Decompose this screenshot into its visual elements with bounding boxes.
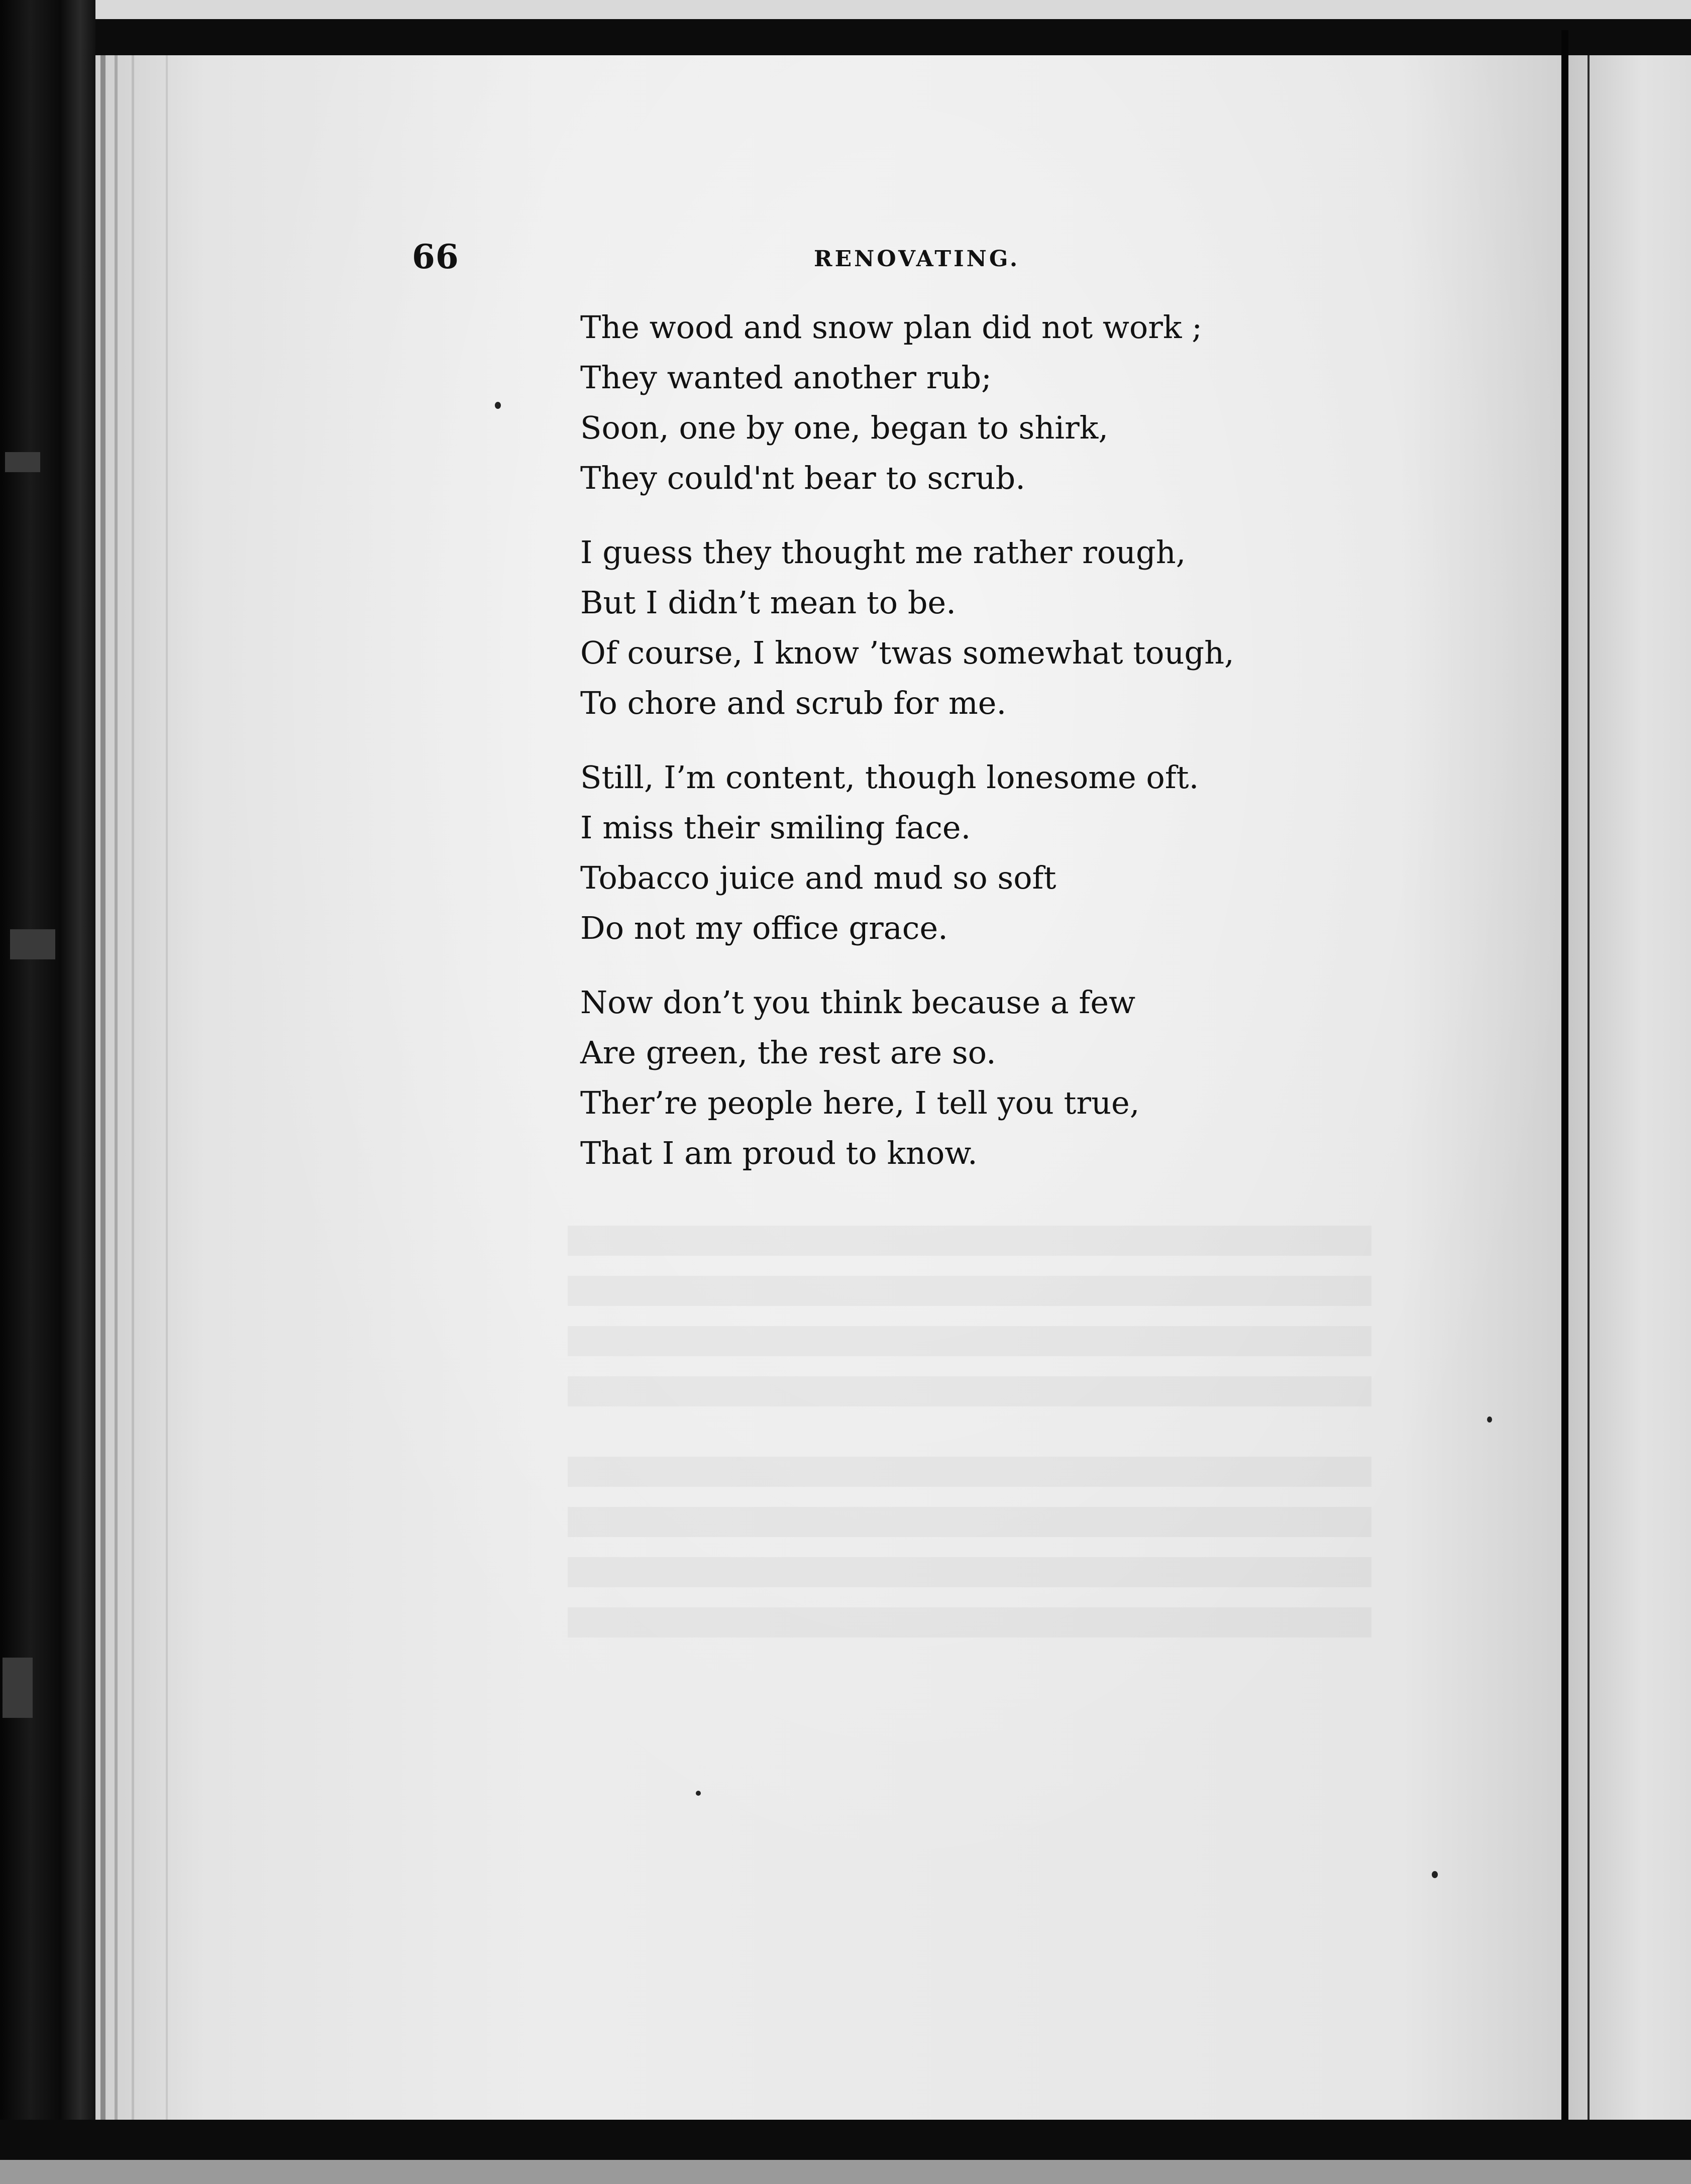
poem-line: Ther’re people here, I tell you true, (580, 1084, 1140, 1121)
adjacent-page (1568, 55, 1691, 2120)
scan-artifact (5, 452, 40, 472)
page-number: 66 (412, 237, 459, 276)
scan-border-left (0, 0, 95, 2184)
page-gutter (1561, 30, 1568, 2150)
poem-line: Still, I’m content, though lonesome oft. (580, 759, 1199, 796)
running-head: RENOVATING. (814, 246, 1020, 272)
scan-border-top-strip (0, 0, 1691, 19)
poem-line: Tobacco juice and mud so soft (580, 859, 1056, 896)
dust-speck (1487, 1416, 1492, 1423)
show-through (568, 1457, 1371, 1487)
show-through (568, 1226, 1371, 1256)
stanza (580, 977, 1384, 1178)
stanza (580, 527, 1384, 728)
page-gutter-line (1588, 55, 1590, 2120)
poem-line: Are green, the rest are so. (580, 1034, 996, 1071)
poem-line: Of course, I know ’twas somewhat tough, (580, 634, 1234, 671)
scan-artifact (3, 1658, 33, 1718)
poem-line: I miss their smiling face. (580, 809, 971, 846)
show-through (568, 1557, 1371, 1587)
show-through (568, 1376, 1371, 1406)
page-stack-edge (132, 55, 134, 2120)
poem-line: The wood and snow plan did not work ; (580, 309, 1203, 346)
dust-speck (1432, 1871, 1438, 1878)
poem-line: They could'nt bear to scrub. (580, 460, 1025, 496)
dust-speck (696, 1791, 701, 1796)
poem (580, 302, 1384, 1203)
page-stack-edge (100, 55, 105, 2120)
show-through (568, 1276, 1371, 1306)
poem-line: Do not my office grace. (580, 910, 948, 946)
show-through (568, 1326, 1371, 1356)
page-stack-edge (166, 55, 168, 2120)
poem-line: I guess they thought me rather rough, (580, 534, 1186, 571)
page-stack-edge (115, 55, 118, 2120)
scan-border-bottom-strip (0, 2160, 1691, 2184)
scan-artifact (10, 929, 55, 959)
poem-line: But I didn’t mean to be. (580, 584, 956, 621)
dust-speck (495, 402, 501, 409)
show-through (568, 1507, 1371, 1537)
poem-line: They wanted another rub; (580, 359, 992, 396)
stanza (580, 752, 1384, 953)
poem-line: Now don’t you think because a few (580, 984, 1136, 1021)
poem-line: Soon, one by one, began to shirk, (580, 409, 1109, 446)
show-through (568, 1607, 1371, 1637)
poem-line: To chore and scrub for me. (580, 685, 1007, 721)
poem-line: That I am proud to know. (580, 1135, 978, 1171)
stanza (580, 302, 1384, 503)
